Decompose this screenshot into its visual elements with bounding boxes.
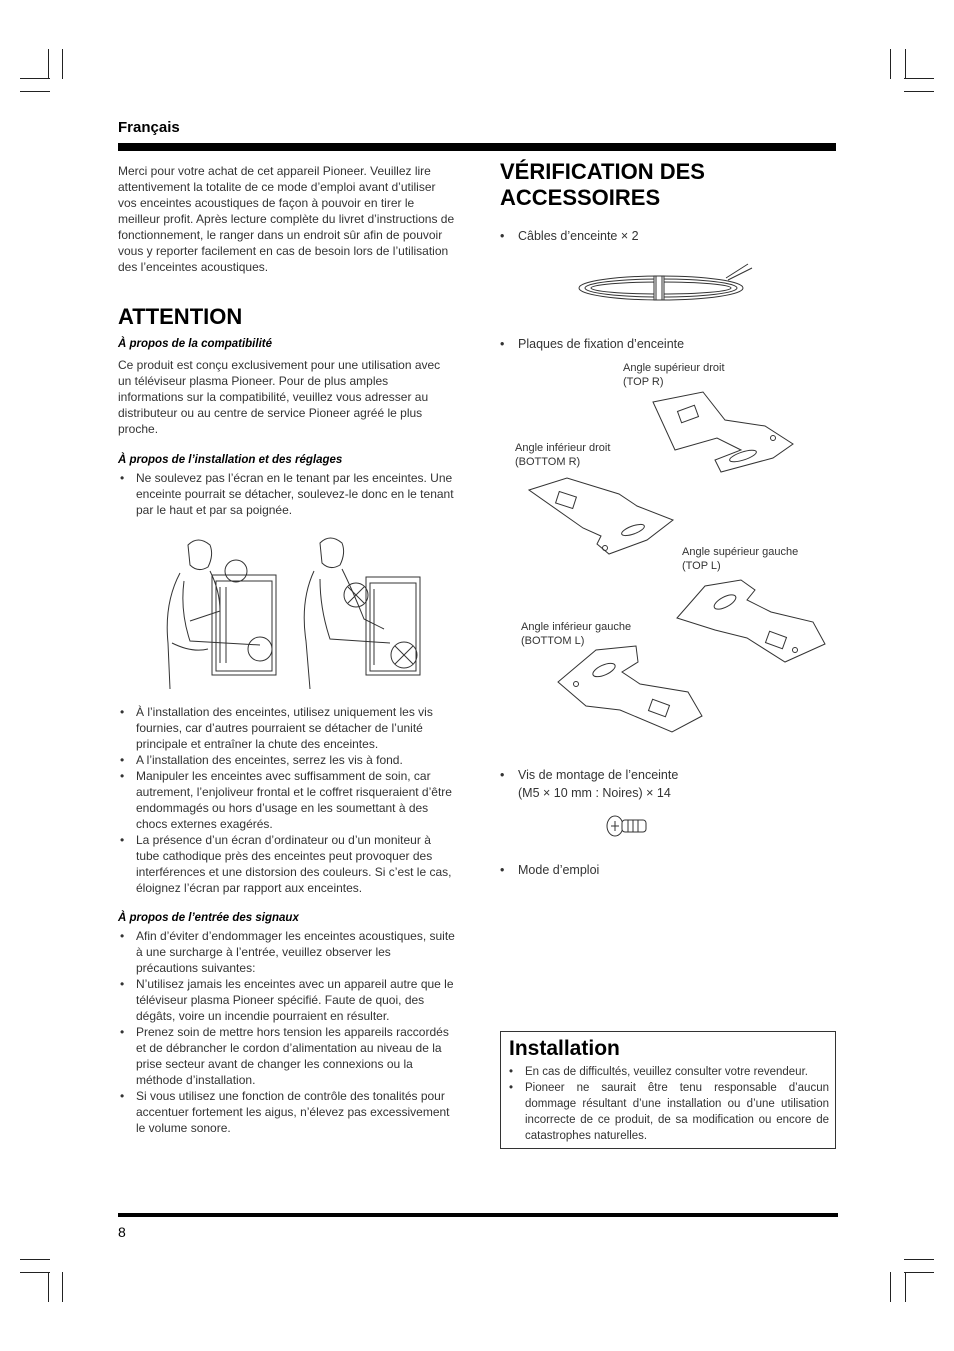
crop-mark <box>904 78 934 79</box>
plate-top-r-label: Angle supérieur droit (TOP R) <box>623 362 725 388</box>
crop-mark <box>20 1272 50 1273</box>
crop-mark <box>20 91 50 92</box>
list-item: • En cas de difficultés, veuillez consulter votre revendeur. <box>507 1064 829 1080</box>
plate-top-l-label: Angle supérieur gauche (TOP L) <box>682 546 799 572</box>
item-cables: • Câbles d’enceinte × 2 <box>500 229 639 243</box>
plate-bottom-r-label: Angle inférieur droit (BOTTOM R) <box>515 442 611 468</box>
installation-bullets <box>507 1064 829 1144</box>
accessories-title <box>500 159 705 211</box>
install-heading: À propos de l’installation et des réglages <box>118 454 343 466</box>
plate-bottom-l-label: Angle inférieur gauche (BOTTOM L) <box>521 621 632 647</box>
item-manual: • Mode d’emploi <box>500 863 600 877</box>
list-item: • Pioneer ne saurait être tenu responsable d’aucun dommage résultant d’une installation ou d’une utilisation incorrecte de ce produit, de sa modification ou encore de catastrophes naturelles. <box>507 1080 829 1144</box>
crop-mark <box>905 49 906 79</box>
install-bullets-1 <box>118 470 456 518</box>
crop-mark <box>890 49 891 79</box>
install-bullets-2 <box>118 704 456 896</box>
list-item: • Si vous utilisez une fonction de contrôle des tonalités pour accentuer fortement les aigus, n’élevez pas excessivement le volume sonore. <box>118 1088 456 1136</box>
page-number: 8 <box>118 1224 126 1240</box>
installation-box <box>500 1031 836 1149</box>
intro-paragraph: Merci pour votre achat de cet appareil Pioneer. Veuillez lire attentivement la totalite de ce mode d’emploi avant d’utiliser vos enceintes acoustiques de façon à pouvoir en tirer le meilleur profit. Après lecture complète du livret d’instructions de fonctionnement, le ranger dans un endroit sûr afin de pouvoir vous y reporter facilement en cas de besoin lors de l’utilisation des l’enceintes acoustiques. <box>118 164 455 274</box>
installation-title: Installation <box>509 1037 620 1060</box>
crop-mark <box>904 91 934 92</box>
list-item: • La présence d’un écran d’ordinateur ou d’un moniteur à tube cathodique près des enceintes peut provoquer des interférences et une distorsion des couleurs. Si c’est le cas, éloignez l’écran par rapport aux enceintes. <box>118 832 456 896</box>
crop-mark <box>904 1259 934 1260</box>
header-rule <box>118 143 836 151</box>
crop-mark <box>20 1259 50 1260</box>
crop-mark <box>62 1272 63 1302</box>
lifting-illustration <box>160 533 430 693</box>
item-plates: • Plaques de fixation d’enceinte <box>500 337 685 351</box>
list-item: • Ne soulevez pas l’écran en le tenant par les enceintes. Une enceinte pourrait se détacher, soulevez-le donc en le tenant par le haut et par sa poignée. <box>118 470 456 518</box>
language-label: Français <box>118 119 180 136</box>
crop-mark <box>890 1272 891 1302</box>
screw-icon <box>606 814 648 838</box>
plate-bottom-r-icon <box>527 478 677 560</box>
crop-mark <box>48 1272 49 1302</box>
signal-heading: À propos de l’entrée des signaux <box>118 912 299 924</box>
footer-rule <box>118 1213 838 1217</box>
compat-heading: À propos de la compatibilité <box>118 338 272 350</box>
plate-top-r-icon <box>645 392 795 474</box>
attention-title: ATTENTION <box>118 304 243 329</box>
list-item: • Manipuler les enceintes avec suffisamment de soin, car autrement, l’enjoliveur frontal et le coffret risqueraient d’être endommagés ou hors d’usage en les soumettant à des chocs externes exagérés. <box>118 768 456 832</box>
accessories-title-line1: VÉRIFICATION DES <box>500 159 705 184</box>
crop-mark <box>20 78 50 79</box>
list-item: • Prenez soin de mettre hors tension les appareils raccordés et de débrancher le cordon d’alimentation au niveau de la prise secteur avant de changer les connexions ou la méthode d’installation. <box>118 1024 456 1088</box>
list-item: • A l’installation des enceintes, serrez les vis à fond. <box>118 752 456 768</box>
cable-illustration <box>576 258 766 308</box>
signal-bullets <box>118 928 456 1136</box>
crop-mark <box>48 49 49 79</box>
plate-bottom-l-icon <box>556 644 706 734</box>
crop-mark <box>905 1272 906 1302</box>
crop-mark <box>904 1272 934 1273</box>
compat-text: Ce produit est conçu exclusivement pour une utilisation avec un téléviseur plasma Pioneer. Pour de plus amples informations sur la compatibilité, veuillez vous adresser au distributeur ou au centre de service Pioneer agréé le plus proche. <box>118 358 441 436</box>
item-screws: • Vis de montage de l’enceinte (M5 × 10 mm : Noires) × 14 <box>500 768 679 800</box>
list-item: • Afin d’éviter d’endommager les enceintes acoustiques, suite à une surcharge à l’entrée, veuillez observer les précautions suivantes: <box>118 928 456 976</box>
accessories-title-line2: ACCESSOIRES <box>500 185 661 210</box>
list-item: • À l’installation des enceintes, utilisez uniquement les vis fournies, car d’autres pourraient se détacher de l’unité principale et entraîner la chute des enceintes. <box>118 704 456 752</box>
list-item: • N’utilisez jamais les enceintes avec un appareil autre que le téléviseur plasma Pioneer spécifié. Faute de quoi, des dégâts, voire un incendie pourraient en résulter. <box>118 976 456 1024</box>
crop-mark <box>62 49 63 79</box>
